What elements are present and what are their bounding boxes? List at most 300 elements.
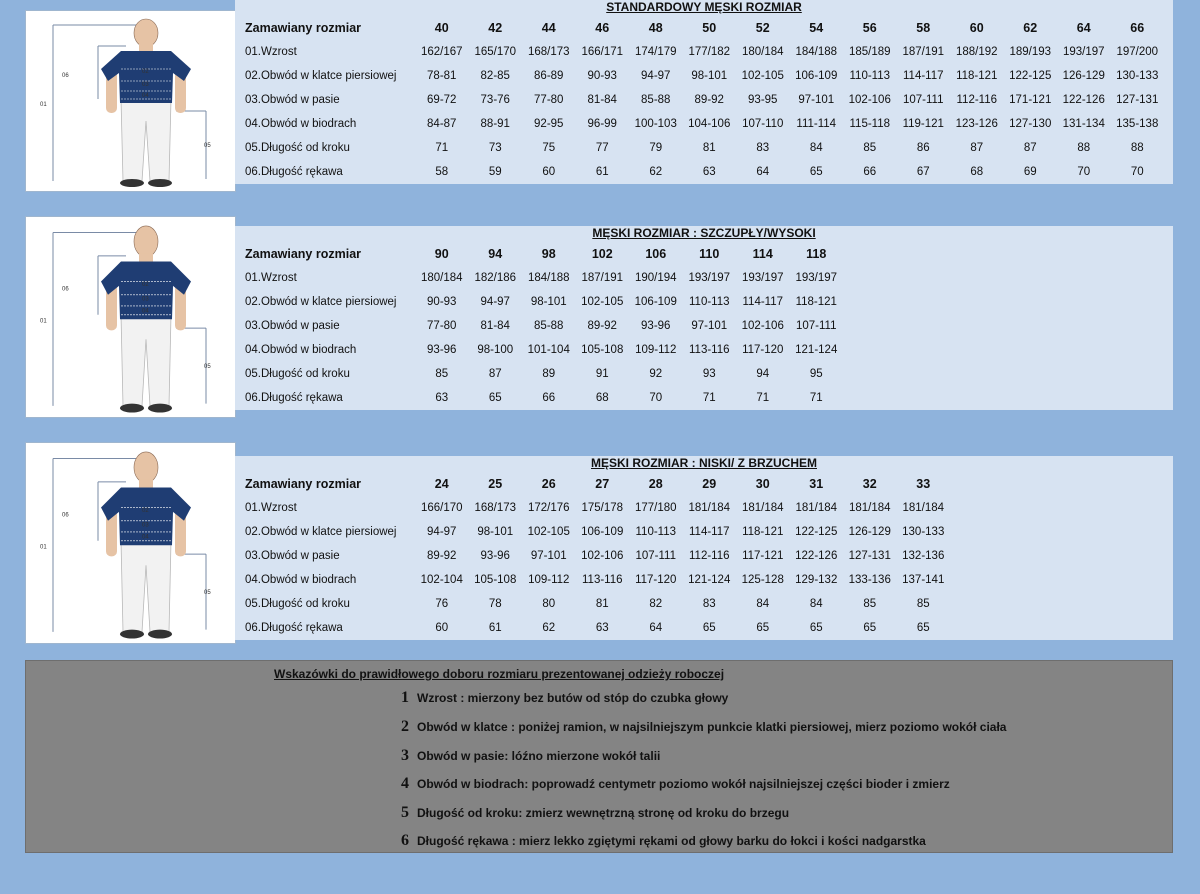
measurement-value: 107-111 (796, 320, 837, 332)
measurement-row (235, 290, 1173, 314)
measurement-value: 102-105 (581, 296, 624, 308)
measurement-value: 84 (756, 598, 770, 610)
size-header-label: Zamawiany rozmiar (245, 21, 362, 35)
measurement-value: 89 (542, 368, 556, 380)
measurement-value: 114-117 (742, 296, 783, 308)
measurement-value: 64 (756, 166, 770, 178)
measurement-row (235, 136, 1173, 160)
measurement-row (235, 64, 1173, 88)
head (134, 19, 158, 47)
size-header-cell: 52 (755, 21, 770, 35)
measurement-value: 81-84 (587, 94, 617, 106)
measurement-value: 78-81 (427, 70, 457, 82)
measurement-value: 71 (702, 392, 716, 404)
measurement-value: 61 (488, 622, 502, 634)
measurement-value: 75 (542, 142, 556, 154)
measurement-row (235, 386, 1173, 410)
measurement-value: 102-106 (581, 550, 624, 562)
measurement-value: 180/184 (420, 272, 463, 284)
trousers (121, 541, 171, 632)
measurement-value: 133-136 (848, 574, 891, 586)
measurement-value: 81 (702, 142, 716, 154)
measurement-value: 181/184 (688, 502, 731, 514)
measurement-value: 135-138 (1116, 118, 1159, 130)
label-height: 01 (40, 544, 47, 551)
measurement-label: 06.Długość rękawa (245, 392, 343, 404)
right-shoe (148, 630, 172, 639)
measurement-value: 106-109 (634, 296, 677, 308)
label-height: 01 (40, 102, 47, 108)
label-waist: 03 (142, 82, 149, 88)
right-shoe (148, 179, 172, 187)
trousers (121, 99, 171, 181)
measurement-value: 109-112 (528, 574, 570, 586)
measurement-value: 68 (970, 166, 984, 178)
measurement-value: 107-110 (742, 118, 784, 130)
measurement-value: 65 (809, 166, 823, 178)
size-header-cell: 90 (434, 247, 449, 261)
size-header-cell: 27 (595, 477, 610, 491)
measurement-value: 58 (435, 166, 449, 178)
measurement-value: 94-97 (427, 526, 457, 538)
measurement-value: 97-101 (798, 94, 835, 106)
measurement-value: 107-111 (903, 94, 944, 106)
measurement-value: 104-106 (688, 118, 731, 130)
measurement-value: 102-106 (741, 320, 784, 332)
label-inseam: 05 (204, 590, 211, 597)
measurement-value: 102-104 (420, 574, 463, 586)
body-measurement-figure (25, 216, 236, 418)
measurement-value: 83 (756, 142, 770, 154)
measurement-value: 132-136 (902, 550, 945, 562)
measurement-value: 91 (595, 368, 609, 380)
measurement-value: 68 (595, 392, 609, 404)
measurement-value: 81-84 (480, 320, 510, 332)
tip-text: Długość rękawa : mierz lekko zgiętymi rękami od głowy barku do łokci i kości nadgarstka (417, 834, 926, 848)
measurement-value: 118-121 (795, 296, 837, 308)
head (134, 226, 158, 257)
measurement-row (235, 160, 1173, 184)
measurement-value: 126-129 (1062, 70, 1105, 82)
size-section-short-belly (25, 442, 1173, 642)
measurement-value: 117-120 (742, 344, 784, 356)
label-hips: 04 (142, 534, 149, 541)
label-chest: 02 (142, 69, 149, 75)
measurement-value: 94 (756, 368, 770, 380)
size-header-cell: 50 (702, 21, 717, 35)
measurement-row (235, 266, 1173, 290)
measurement-value: 98-101 (477, 526, 514, 538)
tip-item (401, 689, 728, 707)
measurement-value: 85 (916, 598, 930, 610)
measurement-value: 88 (1077, 142, 1091, 154)
measurement-value: 187/191 (902, 46, 945, 58)
measurement-value: 95 (809, 368, 823, 380)
measurement-value: 112-116 (956, 94, 997, 106)
measurement-value: 109-112 (635, 344, 677, 356)
size-header-cell: 110 (699, 247, 720, 261)
measurement-value: 105-108 (581, 344, 624, 356)
measurement-value: 69 (1023, 166, 1037, 178)
measurement-value: 102-106 (848, 94, 891, 106)
measurement-value: 162/167 (420, 46, 463, 58)
measurement-value: 86 (916, 142, 930, 154)
measurement-value: 65 (916, 622, 930, 634)
measurement-value: 92 (649, 368, 663, 380)
measurement-value: 85-88 (534, 320, 564, 332)
size-section-standard (25, 0, 1173, 190)
measurement-value: 73-76 (480, 94, 510, 106)
measurement-value: 181/184 (848, 502, 891, 514)
measurement-value: 131-134 (1062, 118, 1105, 130)
measurement-value: 88 (1130, 142, 1144, 154)
size-header-cell: 46 (595, 21, 610, 35)
neck (139, 44, 153, 52)
size-header-cell: 31 (809, 477, 824, 491)
measurement-value: 184/188 (795, 46, 838, 58)
tip-number: 3 (401, 747, 409, 764)
measurement-label: 01.Wzrost (245, 46, 297, 58)
measurement-value: 114-117 (903, 70, 944, 82)
measurement-value: 118-121 (742, 526, 784, 538)
tip-item (401, 804, 789, 822)
measurement-value: 118-121 (956, 70, 998, 82)
measurement-value: 98-101 (691, 70, 728, 82)
table-title: MĘSKI ROZMIAR : SZCZUPŁY/WYSOKI (235, 226, 1173, 242)
measurement-value: 127-130 (1009, 118, 1052, 130)
label-waist: 03 (142, 296, 149, 303)
measurement-value: 69-72 (427, 94, 457, 106)
measurement-value: 168/173 (527, 46, 570, 58)
size-header-cell: 33 (916, 477, 931, 491)
measurement-value: 181/184 (795, 502, 838, 514)
measurement-row (235, 520, 1173, 544)
tip-number: 5 (401, 804, 409, 821)
body-figure-illustration (26, 443, 235, 643)
tip-item (401, 775, 950, 793)
measurement-value: 85 (435, 368, 449, 380)
measurement-value: 63 (435, 392, 449, 404)
size-header-cell: 114 (752, 247, 773, 261)
measurement-value: 65 (809, 622, 823, 634)
measurement-label: 02.Obwód w klatce piersiowej (245, 70, 397, 82)
measurement-value: 168/173 (474, 502, 517, 514)
measurement-value: 107-111 (635, 550, 676, 562)
measurement-label: 06.Długość rękawa (245, 622, 343, 634)
size-table (235, 0, 1173, 184)
measurement-value: 122-125 (1009, 70, 1052, 82)
measurement-value: 100-103 (634, 118, 677, 130)
size-header-row (235, 16, 1173, 40)
label-waist: 03 (142, 522, 149, 529)
measurement-value: 73 (488, 142, 502, 154)
size-header-label: Zamawiany rozmiar (245, 247, 362, 261)
measurement-value: 85 (863, 598, 877, 610)
label-sleeve: 06 (62, 512, 69, 519)
measurement-value: 98-101 (530, 296, 567, 308)
size-header-cell: 40 (434, 21, 449, 35)
measurement-value: 63 (702, 166, 716, 178)
measurement-value: 121-124 (795, 344, 838, 356)
measurement-value: 97-101 (530, 550, 567, 562)
measurement-value: 65 (756, 622, 770, 634)
tip-item (401, 718, 1006, 736)
size-header-cell: 32 (862, 477, 877, 491)
label-inseam: 05 (204, 364, 211, 371)
size-header-cell: 102 (591, 247, 613, 261)
measurement-value: 93-96 (427, 344, 457, 356)
measurement-value: 125-128 (741, 574, 784, 586)
size-header-label: Zamawiany rozmiar (245, 477, 362, 491)
measurement-label: 02.Obwód w klatce piersiowej (245, 296, 397, 308)
measurement-label: 04.Obwód w biodrach (245, 574, 357, 586)
size-header-cell: 98 (541, 247, 556, 261)
measurement-value: 177/180 (634, 502, 677, 514)
size-header-cell: 64 (1076, 21, 1091, 35)
measurement-label: 03.Obwód w pasie (245, 94, 340, 106)
measurement-value: 190/194 (634, 272, 677, 284)
measurement-value: 130-133 (1116, 70, 1159, 82)
measurement-value: 84 (809, 142, 823, 154)
size-header-cell: 44 (541, 21, 556, 35)
table-title: STANDARDOWY MĘSKI ROZMIAR (235, 0, 1173, 16)
measurement-value: 171-121 (1009, 94, 1052, 106)
label-sleeve: 06 (62, 286, 69, 293)
measurement-value: 66 (863, 166, 877, 178)
table-body (235, 472, 1173, 640)
size-header-cell: 28 (648, 477, 663, 491)
table-title: MĘSKI ROZMIAR : NISKI/ Z BRZUCHEM (235, 456, 1173, 472)
measurement-value: 193/197 (795, 272, 838, 284)
measurement-row (235, 314, 1173, 338)
size-header-cell: 48 (648, 21, 663, 35)
measurement-value: 64 (649, 622, 663, 634)
measurement-value: 106-109 (795, 70, 838, 82)
measurement-value: 67 (916, 166, 930, 178)
measurement-value: 130-133 (902, 526, 945, 538)
measurement-value: 117-120 (635, 574, 677, 586)
left-shoe (120, 179, 144, 187)
measurement-value: 114-117 (689, 526, 730, 538)
body-measurement-figure (25, 10, 236, 192)
measurement-row (235, 544, 1173, 568)
tip-text: Długość od kroku: zmierz wewnętrzną stronę od kroku do brzegu (417, 806, 790, 820)
measurement-value: 174/179 (634, 46, 677, 58)
measurement-row (235, 362, 1173, 386)
size-header-cell: 58 (916, 21, 931, 35)
tip-number: 2 (401, 718, 409, 735)
measurement-value: 84 (809, 598, 823, 610)
measurement-value: 79 (649, 142, 663, 154)
measurement-value: 172/176 (527, 502, 570, 514)
label-chest: 02 (142, 281, 149, 288)
size-section-slim-tall (25, 216, 1173, 416)
measurement-value: 70 (1130, 166, 1144, 178)
measurement-value: 193/197 (741, 272, 784, 284)
measurement-value: 187/191 (581, 272, 624, 284)
trousers (121, 315, 171, 406)
table-body (235, 16, 1173, 184)
neck (139, 480, 153, 489)
measurement-label: 02.Obwód w klatce piersiowej (245, 526, 397, 538)
measurement-value: 65 (488, 392, 502, 404)
measurement-value: 189/193 (1009, 46, 1052, 58)
tip-text: Obwód w pasie: lóźno mierzone wokół talii (417, 749, 661, 763)
measurement-value: 106-109 (581, 526, 624, 538)
size-header-cell: 60 (969, 21, 984, 35)
table-body (235, 242, 1173, 410)
measurement-value: 166/170 (420, 502, 463, 514)
tip-number: 4 (401, 775, 409, 792)
measurement-value: 94-97 (480, 296, 510, 308)
size-header-cell: 42 (488, 21, 503, 35)
size-header-cell: 66 (1130, 21, 1145, 35)
measurement-value: 62 (542, 622, 556, 634)
measurement-value: 119-121 (902, 118, 944, 130)
measurement-value: 77 (595, 142, 609, 154)
size-header-cell: 29 (702, 477, 717, 491)
measurement-value: 93-96 (641, 320, 671, 332)
measurement-value: 70 (1077, 166, 1091, 178)
measurement-value: 71 (435, 142, 449, 154)
measurement-value: 166/171 (581, 46, 624, 58)
measurement-value: 87 (970, 142, 984, 154)
measurement-value: 117-121 (742, 550, 784, 562)
measurement-label: 01.Wzrost (245, 502, 297, 514)
measurement-value: 113-116 (689, 344, 730, 356)
size-header-cell: 106 (645, 247, 667, 261)
size-header-cell: 24 (434, 477, 449, 491)
measurement-value: 78 (488, 598, 502, 610)
measurement-label: 05.Długość od kroku (245, 142, 350, 154)
measurement-value: 122-125 (795, 526, 838, 538)
measurement-value: 59 (488, 166, 502, 178)
measurement-value: 76 (435, 598, 449, 610)
size-table (235, 226, 1173, 410)
measurement-label: 06.Długość rękawa (245, 166, 343, 178)
label-chest: 02 (142, 507, 149, 514)
measurement-value: 121-124 (688, 574, 731, 586)
measurement-value: 77-80 (534, 94, 564, 106)
measurement-value: 181/184 (902, 502, 945, 514)
measurement-value: 92-95 (534, 118, 564, 130)
measurement-row (235, 88, 1173, 112)
measurement-value: 60 (542, 166, 556, 178)
size-header-row (235, 242, 1173, 266)
measurement-value: 182/186 (474, 272, 517, 284)
measurement-value: 89-92 (694, 94, 724, 106)
tips-title: Wskazówki do prawidłowego doboru rozmiaru prezentowanej odzieży roboczej (274, 667, 725, 681)
right-shoe (148, 404, 172, 413)
measurement-value: 85-88 (641, 94, 671, 106)
measurement-row (235, 496, 1173, 520)
label-sleeve: 06 (62, 73, 69, 79)
measurement-value: 89-92 (587, 320, 617, 332)
body-measurement-figure (25, 442, 236, 644)
label-hips: 04 (142, 93, 149, 99)
size-header-cell: 62 (1023, 21, 1038, 35)
measurement-value: 65 (702, 622, 716, 634)
measurement-row (235, 338, 1173, 362)
measurement-label: 04.Obwód w biodrach (245, 118, 357, 130)
measurement-value: 87 (488, 368, 502, 380)
body-figure-illustration (26, 217, 235, 417)
measurement-value: 122-126 (795, 550, 838, 562)
label-hips: 04 (142, 308, 149, 315)
tip-number: 1 (401, 689, 409, 706)
measurement-value: 87 (1023, 142, 1037, 154)
measurement-value: 83 (702, 598, 716, 610)
measurement-value: 63 (595, 622, 609, 634)
measurement-value: 82-85 (480, 70, 510, 82)
measurement-value: 115-118 (849, 118, 890, 130)
tip-item (401, 747, 660, 765)
measurement-value: 71 (756, 392, 770, 404)
head (134, 452, 158, 483)
measurement-value: 188/192 (955, 46, 998, 58)
measurement-value: 89-92 (427, 550, 457, 562)
measurement-value: 102-105 (527, 526, 570, 538)
measurement-label: 01.Wzrost (245, 272, 297, 284)
measurement-value: 105-108 (474, 574, 517, 586)
measurement-value: 62 (649, 166, 663, 178)
measurement-value: 181/184 (741, 502, 784, 514)
measurement-row (235, 592, 1173, 616)
measurement-value: 185/189 (848, 46, 891, 58)
measurement-value: 113-116 (582, 574, 623, 586)
measurement-value: 70 (649, 392, 663, 404)
measurement-value: 137-141 (902, 574, 945, 586)
tip-number: 6 (401, 832, 409, 849)
measurement-value: 93 (702, 368, 716, 380)
measurement-label: 04.Obwód w biodrach (245, 344, 357, 356)
measurement-label: 05.Długość od kroku (245, 368, 350, 380)
label-height: 01 (40, 318, 47, 325)
measurement-value: 101-104 (527, 344, 570, 356)
size-table (235, 456, 1173, 640)
size-header-cell: 54 (809, 21, 824, 35)
measurement-value: 122-126 (1062, 94, 1105, 106)
size-header-cell: 56 (862, 21, 877, 35)
measurement-value: 110-113 (635, 526, 676, 538)
measurement-value: 98-100 (477, 344, 514, 356)
measurement-label: 03.Obwód w pasie (245, 320, 340, 332)
size-header-cell: 118 (806, 247, 827, 261)
measurement-value: 97-101 (691, 320, 728, 332)
measurement-value: 175/178 (581, 502, 624, 514)
size-header-cell: 25 (488, 477, 503, 491)
tip-text: Obwód w biodrach: poprowadź centymetr poziomo wokół najsilniejszej części bioder i zmierz (417, 777, 950, 791)
measurement-value: 111-114 (796, 118, 837, 130)
size-header-cell: 26 (541, 477, 556, 491)
measurement-value: 197/200 (1116, 46, 1159, 58)
measurement-value: 61 (595, 166, 609, 178)
measurement-value: 86-89 (534, 70, 564, 82)
tip-item (401, 832, 926, 850)
measurement-label: 03.Obwód w pasie (245, 550, 340, 562)
tip-text: Obwód w klatce : poniżej ramion, w najsilniejszym punkcie klatki piersiowej, mierz poziomo wokół ciała (417, 720, 1007, 734)
measurement-value: 165/170 (474, 46, 517, 58)
measurement-value: 94-97 (641, 70, 671, 82)
measurement-value: 90-93 (427, 296, 457, 308)
neck (139, 254, 153, 263)
measurement-value: 102-105 (741, 70, 784, 82)
measurement-value: 82 (649, 598, 663, 610)
measurement-value: 127-131 (1116, 94, 1159, 106)
measurement-value: 90-93 (587, 70, 617, 82)
measurement-value: 93-96 (480, 550, 510, 562)
measurement-value: 180/184 (741, 46, 784, 58)
